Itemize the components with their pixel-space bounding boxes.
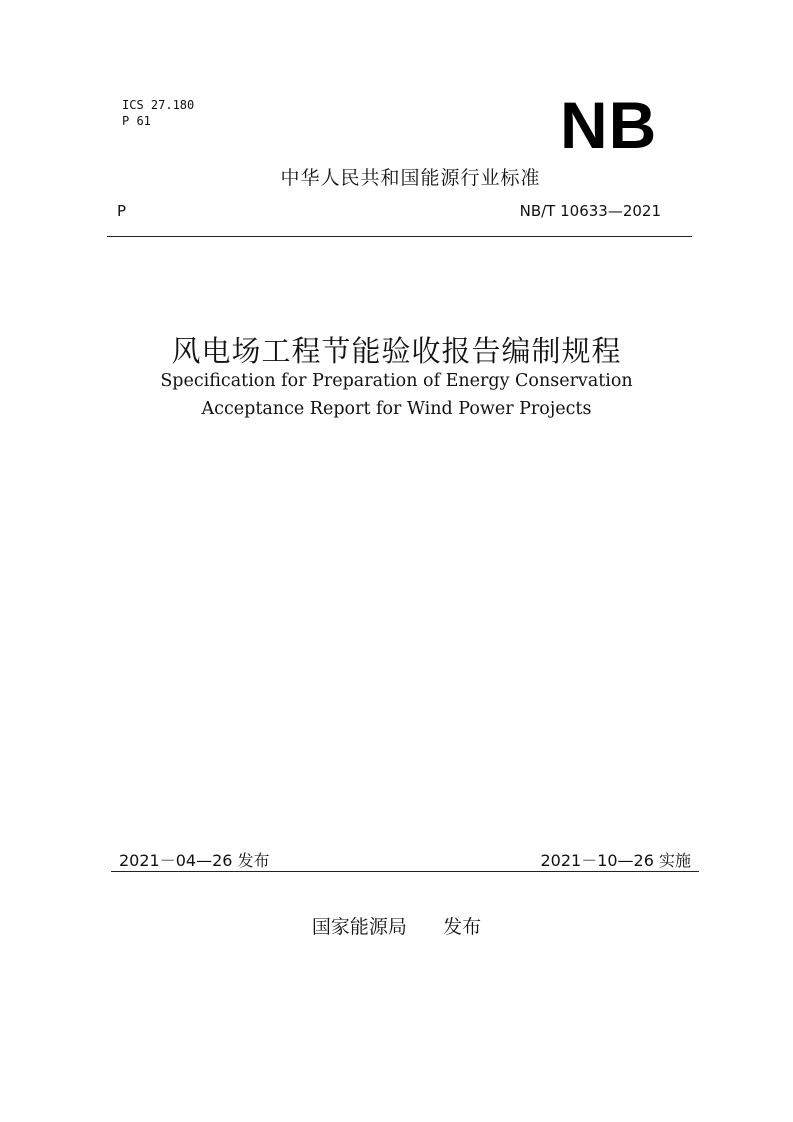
issuer-line (0, 912, 793, 939)
implementation-date: 2021－10—26 实施 (540, 851, 691, 870)
nb-logo: NB (560, 88, 658, 162)
issuer-name: 国家能源局 (311, 916, 407, 938)
document-title-en (0, 367, 793, 423)
classification-codes (122, 97, 194, 129)
standard-type-title-text: 中华人民共和国能源行业标准 (280, 167, 541, 189)
document-title-cn: 风电场工程节能验收报告编制规程 (171, 334, 622, 368)
document-title-en-line2: Acceptance Report for Wind Power Projects (201, 399, 592, 419)
top-divider (107, 236, 692, 237)
issuer-action: 发布 (443, 916, 482, 938)
ccs-code: P 61 (122, 114, 151, 128)
ics-code: ICS 27.180 (122, 98, 195, 112)
standard-type-title (0, 163, 793, 190)
standard-number: NB/T 10633—2021 (519, 202, 661, 220)
class-letter: P (117, 202, 127, 220)
document-title-en-line1: Specification for Preparation of Energy Conservation (160, 371, 633, 391)
bottom-divider (111, 871, 699, 872)
issue-date: 2021－04—26 发布 (119, 851, 270, 870)
